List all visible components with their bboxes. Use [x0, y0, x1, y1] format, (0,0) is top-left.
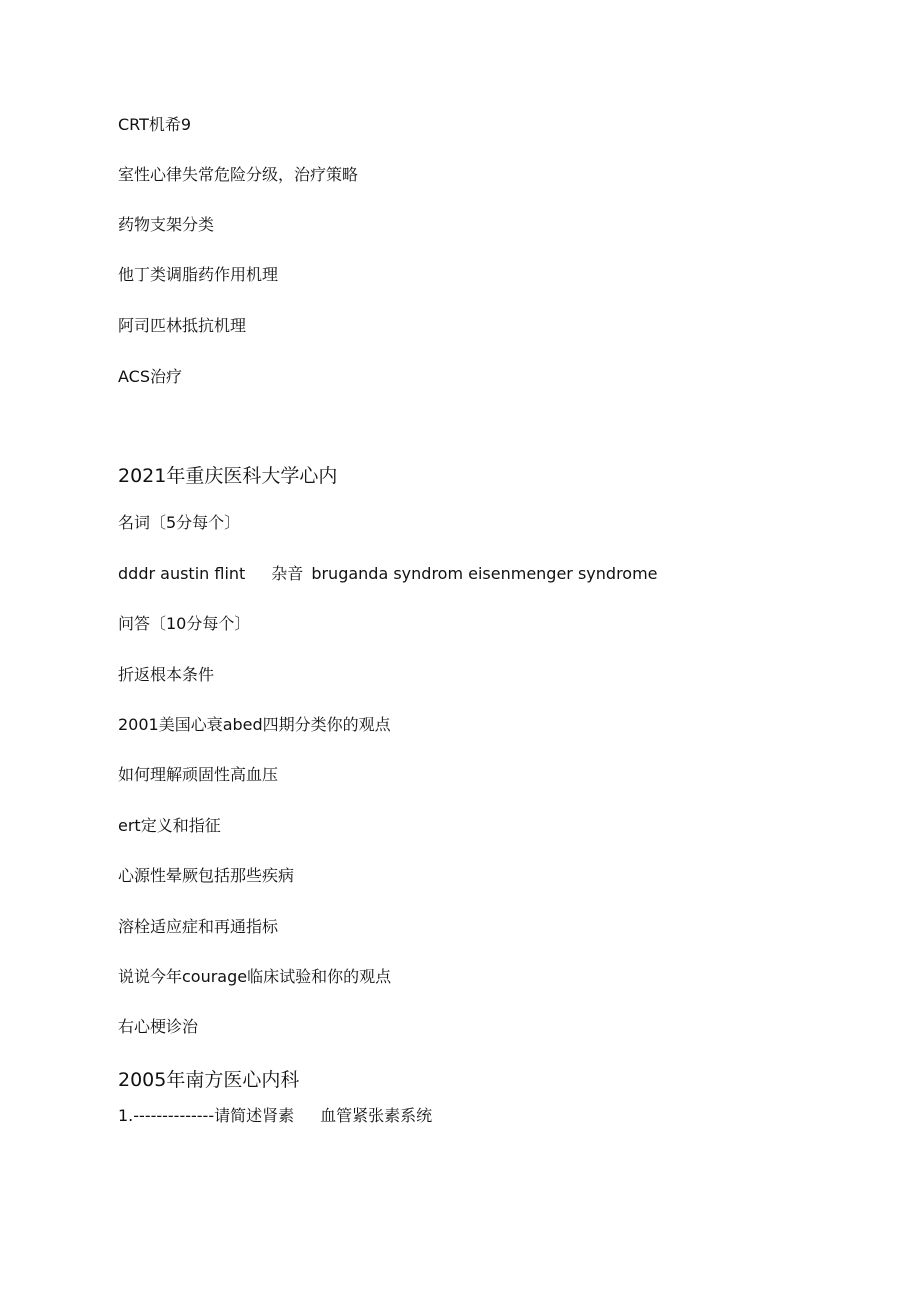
question-number: 1. — [118, 1106, 134, 1125]
section-heading: 2005年南方医心内科 — [118, 1069, 300, 1091]
question-line — [118, 1106, 432, 1126]
term-text: dddr austin flint — [118, 564, 246, 583]
text-line: 折返根本条件 — [118, 665, 215, 684]
question-text: 血管紧张素系统 — [320, 1106, 433, 1125]
text-line: ACS治疗 — [118, 367, 182, 386]
text-line: 2001美国心衰abed四期分类你的观点 — [118, 715, 391, 734]
text-line: CRT机希9 — [118, 115, 192, 134]
text-line: 室性心律失常危险分级，治疗策略 — [118, 165, 359, 184]
terms-line — [118, 564, 658, 584]
text-line: 心源性晕厥包括那些疾病 — [118, 866, 295, 885]
section-label: 问答〔10分每个〕 — [118, 614, 251, 633]
section-label: 名词〔5分每个〕 — [118, 513, 241, 532]
text-line: 溶栓适应症和再通指标 — [118, 917, 279, 936]
text-line: ert定义和指征 — [118, 816, 221, 835]
text-line: 说说今年courage临床试验和你的观点 — [118, 967, 392, 986]
text-line: 如何理解顽固性高血压 — [118, 765, 279, 784]
question-text: 请简述肾素 — [214, 1106, 295, 1125]
text-line: 药物支架分类 — [118, 215, 215, 234]
term-text: bruganda syndrom eisenmenger syndrome — [311, 564, 658, 583]
section-heading: 2021年重庆医科大学心内 — [118, 465, 338, 487]
text-line: 阿司匹林抵抗机理 — [118, 316, 247, 335]
term-text: 杂音 — [271, 564, 304, 583]
text-line: 他丁类调脂药作用机理 — [118, 265, 279, 284]
text-line: 右心梗诊治 — [118, 1017, 199, 1036]
question-dashes: -------------- — [133, 1106, 215, 1125]
